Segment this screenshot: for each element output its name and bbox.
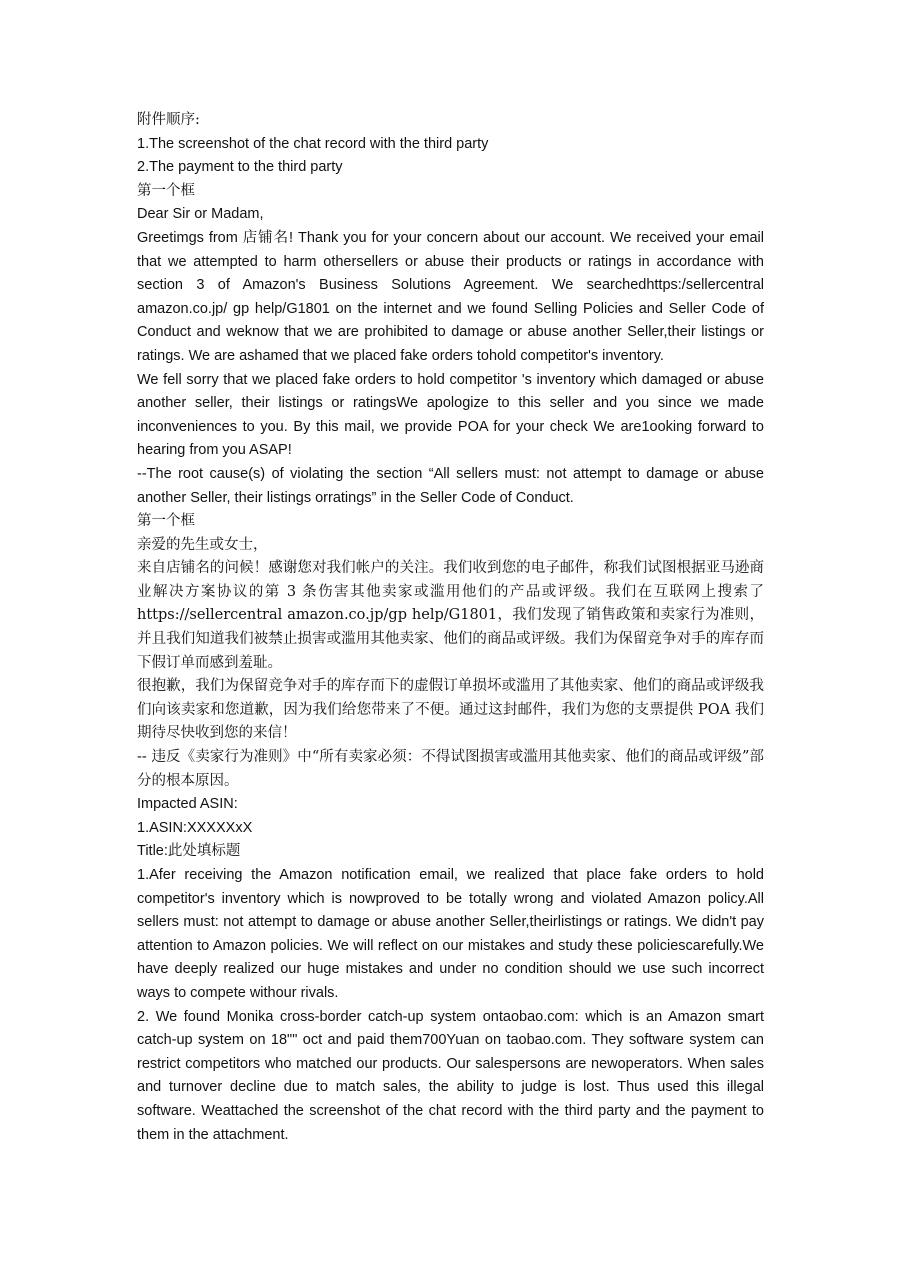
chinese-paragraph-1: 来自店铺名的问候！感谢您对我们帐户的关注。我们收到您的电子邮件，称我们试图根据亚马逊商业解决方案协议的第 3 条伤害其他卖家或滥用他们的产品或评级。我们在互联网上搜索了 https://sellercentral amazon.co.jp/gp help/G1801，我们发现了销售政策和卖家行为准则，并且我们知道我们被禁止损害或滥用其他卖家、他们的商品或评级。我们为保留竞争对手的库存而下假订单而感到羞耻。 xyxy=(137,560,764,671)
chinese-salutation: 亲爱的先生或女士， xyxy=(137,536,268,553)
box-label-english: 第一个框 xyxy=(137,182,195,199)
attachment-item-1: 1.The screenshot of the chat record with the third party xyxy=(137,135,489,152)
box-label-chinese: 第一个框 xyxy=(137,513,195,530)
english-paragraph-3: --The root cause(s) of violating the section “All sellers must: not attempt to damage or abuse another Seller, their listings orratings” in the Seller Code of Conduct. xyxy=(137,465,764,506)
chinese-paragraph-2: 很抱歉，我们为保留竞争对手的库存而下的虚假订单损坏或滥用了其他卖家、他们的商品或评级我们向该卖家和您道歉，因为我们给您带来了不便。通过这封邮件，我们为您的支票提供 POA 我们期待尽快收到您的来信！ xyxy=(137,678,764,742)
chinese-paragraph-3: -- 违反《卖家行为准则》中“所有卖家必须：不得试图损害或滥用其他卖家、他们的商品或评级”部分的根本原因。 xyxy=(137,749,764,789)
attachment-heading: 附件顺序: xyxy=(137,112,200,128)
finding-paragraph-1: 1.Afer receiving the Amazon notification email, we realized that place fake orders to hold competitor's inventory which is nowproved to be totally wrong and violated Amazon policy.All sellers must: not attempt to damage or abuse another Seller,theirlistings or ratings. We didn't pay attention to Amazon policies. We will reflect on our mistakes and study these policiescarefully.We have deeply realized our huge mistakes and under no condition should we use such incorrect ways to compete withour rivals. xyxy=(137,867,764,1001)
english-paragraph-1: Greetimgs from 店铺名! Thank you for your concern about our account. We received your email that we attempted to harm othersellers or abuse their products or ratings in accordance with section 3 of Amazon's Business Solutions Agreement. We searchedhttps:/sellercentral amazon.co.jp/ gp help/G1801 on the internet and we found Selling Policies and Seller Code of Conduct and weknow that we are prohibited to damage or abuse another Seller,their listings or ratings. We are ashamed that we placed fake orders tohold competitor's inventory. xyxy=(137,229,764,364)
attachment-item-2: 2.The payment to the third party xyxy=(137,159,343,176)
finding-paragraph-2: 2. We found Monika cross-border catch-up system ontaobao.com: which is an Amazon smart catch-up system on 18"" oct and paid them700Yuan on taobao.com. They software system can restrict competitors who matched our products. Our salespersons are newoperators. When sales and turnover decline due to match sales, the ability to judge is lost. Thus used this illegal software. Weattached the screenshot of the chat record with the third party and the payment to them in the attachment. xyxy=(137,1008,764,1143)
impacted-asin-label: Impacted ASIN: xyxy=(137,796,238,813)
document-body xyxy=(137,109,764,1147)
english-salutation: Dear Sir or Madam, xyxy=(137,206,264,223)
asin-line: 1.ASIN:XXXXXxX xyxy=(137,819,253,836)
title-line: Title:此处填标题 xyxy=(137,843,241,860)
english-paragraph-2: We fell sorry that we placed fake orders to hold competitor 's inventory which damaged or abuse another seller, their listings or ratingsWe apologize to this seller and you since we made inconveniences to you. By this mail, we provide POA for your check We are1ooking forward to hearing from you ASAP! xyxy=(137,371,764,459)
